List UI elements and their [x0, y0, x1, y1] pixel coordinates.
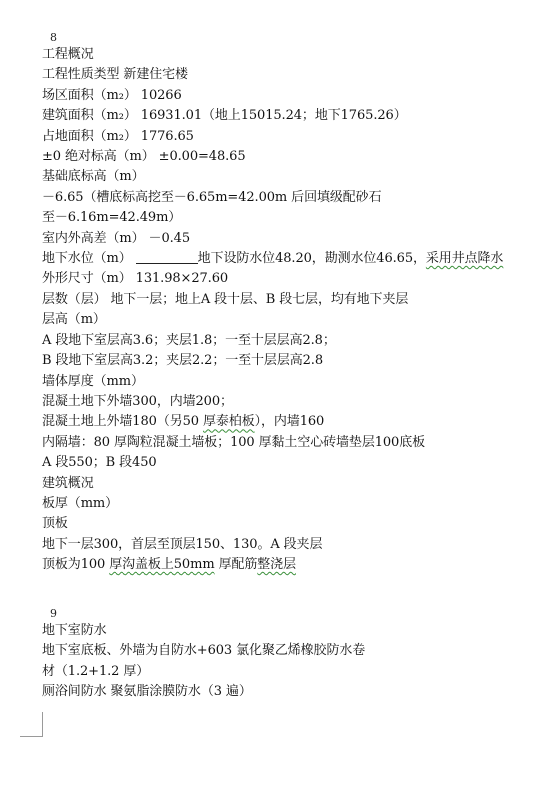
- margin-corner-mark: [20, 712, 43, 737]
- floor-area-line: 建筑面积（m₂） 16931.01（地上15015.24；地下1765.26）: [42, 108, 407, 124]
- outline-size-line: 外形尺寸（m） 131.98×27.60: [42, 271, 229, 287]
- groundwater-method: 采用井点降水: [425, 251, 504, 267]
- site-area-line: 场区面积（m₂） 10266: [42, 87, 182, 103]
- slab-thickness-title: 板厚（mm）: [42, 495, 119, 511]
- groundwater-text: 地下设防水位48.20，勘测水位46.65，: [197, 251, 426, 267]
- groundwater-label: 地下水位（m）: [42, 251, 136, 267]
- footprint-area-line: 占地面积（m₂） 1776.65: [42, 128, 194, 144]
- wall-board-term: 厚泰柏板: [203, 414, 255, 430]
- wall-line: [42, 412, 522, 432]
- page-number: 9: [50, 607, 57, 620]
- groundwater-line: [42, 249, 522, 269]
- floor-height-a-line: A 段地下室层高3.6；夹层1.8；一至十层层高2.8；: [42, 332, 336, 348]
- foundation-title: 基础底标高（m）: [42, 169, 145, 185]
- page-number: 8: [50, 31, 57, 44]
- architecture-title: 建筑概况: [42, 475, 94, 491]
- floor-height-b-line: B 段地下室层高3.2；夹层2.2；一至十层层高2.8: [42, 353, 324, 369]
- waterproof-line: 材（1.2+1.2 厚）: [42, 663, 150, 679]
- slab-ab-line: A 段550；B 段450: [42, 455, 157, 471]
- roof-term: 厚沟盖板上50mm: [109, 557, 215, 573]
- foundation-line: 至－6.16m=42.49m）: [42, 210, 182, 226]
- floor-height-title: 层高（m）: [42, 312, 106, 328]
- section-title: 地下室防水: [42, 623, 107, 638]
- wall-text: 混凝土地上外墙180（另50: [42, 414, 203, 430]
- roof-text: 厚配筋: [214, 557, 258, 573]
- section-basement-waterproofing: [42, 607, 522, 703]
- wall-text: ），内墙160: [254, 414, 325, 430]
- elevation-zero-line: ±0 绝对标高（m） ±0.00=48.65: [42, 149, 246, 165]
- section-title: 工程概况: [42, 47, 94, 62]
- building-type-line: 工程性质类型 新建住宅楼: [42, 67, 188, 83]
- fill-in-blank: [136, 249, 198, 264]
- roof-term: 整浇层: [257, 557, 296, 573]
- waterproof-line: 厕浴间防水 聚氨脂涂膜防水（3 遍）: [42, 684, 252, 700]
- floors-line: 层数（层） 地下一层；地上A 段十层、B 段七层，均有地下夹层: [42, 291, 409, 307]
- wall-thickness-title: 墙体厚度（mm）: [42, 373, 144, 389]
- wall-line: 混凝土地下外墙300，内墙200；: [42, 393, 233, 409]
- roof-slab-line: 地下一层300，首层至顶层150、130。A 段夹层: [42, 536, 323, 552]
- partition-line: 内隔墙：80 厚陶粒混凝土墙板；100 厚黏土空心砖墙垫层100底板: [42, 434, 426, 450]
- foundation-line: －6.65（槽底标高挖至－6.65m=42.00m 后回填级配砂石: [42, 189, 382, 205]
- waterproof-line: 地下室底板、外墙为自防水+603 氯化聚乙烯橡胶防水卷: [42, 643, 366, 659]
- height-difference-line: 室内外高差（m） －0.45: [42, 230, 191, 246]
- roof-slab-line: [42, 555, 522, 575]
- roof-text: 顶板为100: [42, 557, 110, 573]
- section-engineering-overview: [42, 31, 522, 576]
- roof-slab-title: 顶板: [42, 516, 68, 532]
